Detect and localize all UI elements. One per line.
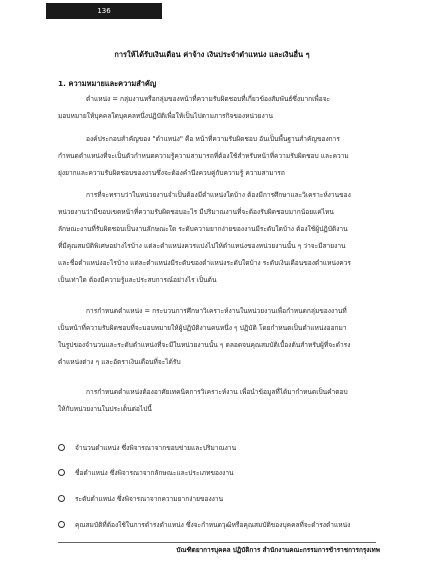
paragraph-line: ให้กับหน่วยงานในประเด็นต่อไปนี้ [58,405,152,413]
paragraph-line: และชื่อตำแหน่งอะไรบ้าง แต่ละตำแหน่งมีระดับของตำแหน่งระดับใดบ้าง ระดับเงินเดือนของตำแหน่งควร [58,259,351,267]
footer-divider [58,542,376,543]
paragraph-line: ในรูปของจำนวนและระดับตำแหน่งที่จะมีในหน่วยงานนั้น ๆ ตลอดจนคุณสมบัติเบื้องต้นสำหรับผู้ที่จะดำรง [58,341,351,349]
page-number: 136 [97,7,111,15]
paragraph-line: เป็นเท่าใด ต้องมีความรู้และประสบการณ์อย่างไร เป็นต้น [58,276,217,284]
paragraph-definition [58,91,378,125]
paragraph-components [58,131,378,182]
bullet-circle-icon [58,469,65,476]
section-heading: 1. ความหมายและความสำคัญ [58,79,157,88]
page-number-bar [46,3,162,19]
list-item-text: ระดับตำแหน่ง ซึ่งพิจารณาจากความยากง่ายของงาน [75,495,224,503]
list-item [58,518,388,532]
paragraph-line: กำหนดตำแหน่งที่จะเป็นตัวกำหนดความรู้ความสามารถที่ต้องใช้สำหรับหน้าที่ความรับผิดชอบ และความ [58,152,349,160]
paragraph-technique [58,384,378,418]
paragraph-line: องค์ประกอบสำคัญของ "ตำแหน่ง" คือ หน้าที่ความรับผิดชอบ อันเป็นพื้นฐานสำคัญของการ [86,135,340,143]
page-footer: บัณฑิตยาการบุคคล ปฏิบัติการ สำนักงานคณะกรรมการข้าราชการกรุงเทพ [176,546,380,554]
paragraph-line: การกำหนดตำแหน่ง = กระบวนการศึกษาวิเคราะห์งานในหน่วยงานเพื่อกำหนดกลุ่มของงานที่ [86,307,347,315]
list-item-text: ชื่อตำแหน่ง ซึ่งพิจารณาจากลักษณะและประเภทของงาน [75,469,234,477]
paragraph-line: ยุ่งยากและความรับผิดชอบของงานซึ่งจะต้องคำนึงควบคู่กับความรู้ ความสามารถ [58,169,285,177]
bullet-circle-icon [58,444,65,451]
paragraph-line: มอบหมายให้บุคคลใดบุคคลหนึ่งปฏิบัติเพื่อให้เป็นไปตามภารกิจของหน่วยงาน [58,112,273,120]
paragraph-analysis [58,187,378,289]
paragraph-position-definition [58,303,378,371]
document-title: การให้ได้รับเงินเดือน ค่าจ้าง เงินประจำตำแหน่ง และเงินอื่น ๆ [114,50,310,59]
paragraph-line: หน่วยงานว่ามีขอบเขตหน้าที่ความรับผิดชอบอะไร มีปริมาณงานที่จะต้องรับผิดชอบมากน้อยแค่ไหน [58,208,334,216]
bullet-circle-icon [58,521,65,528]
list-item [58,441,388,455]
paragraph-line: การกำหนดตำแหน่งต้องอาศัยเทคนิคการวิเคราะห์งาน เพื่อนำข้อมูลที่ได้มากำหนดเป็นคำตอบ [86,388,348,396]
bullet-circle-icon [58,495,65,502]
paragraph-line: ตำแหน่ง = กลุ่มงานหรือกลุ่มของหน้าที่ความรับผิดชอบที่เกี่ยวข้องสัมพันธ์ซึ่งมากเพื่อจะ [86,95,331,103]
list-item [58,466,388,480]
list-item-text: จำนวนตำแหน่ง ซึ่งพิจารณาจากขอบข่ายและปริมาณงาน [75,444,237,452]
paragraph-line: การที่จะทราบว่าในหน่วยงานจำเป็นต้องมีตำแหน่งใดบ้าง ต้องมีการศึกษาและวิเคราะห์งานของ [86,191,351,199]
paragraph-line: ที่มีคุณสมบัติพิเศษอย่างไรบ้าง แต่ละตำแหน่งควรแบ่งไปให้ตำแหน่งของหน่วยงานนั้น ๆ ว่าจะมีสายงาน [58,242,346,250]
list-item-text: คุณสมบัติที่ต้องใช้ในการดำรงตำแหน่ง ซึ่งจะกำหนดวุฒิหรือคุณสมบัติของบุคคลที่จะดำรงตำแหน่ง [75,521,351,529]
paragraph-line: เป็นหน้าที่ความรับผิดชอบที่จะมอบหมายให้ผู้ปฏิบัติงานคนหนึ่ง ๆ ปฏิบัติ โดยกำหนดเป็นตำแหน่งออกมา [58,324,347,332]
paragraph-line: ตำแหน่งต่าง ๆ และอัตราเงินเดือนที่จะได้รับ [58,358,181,366]
list-item [58,492,388,506]
paragraph-line: ลักษณะงานที่รับผิดชอบเป็นงานลักษณะใด ระดับความยากง่ายของงานมีระดับใดบ้าง ต้องใช้ผู้ปฏิบัติงาน [58,225,348,233]
